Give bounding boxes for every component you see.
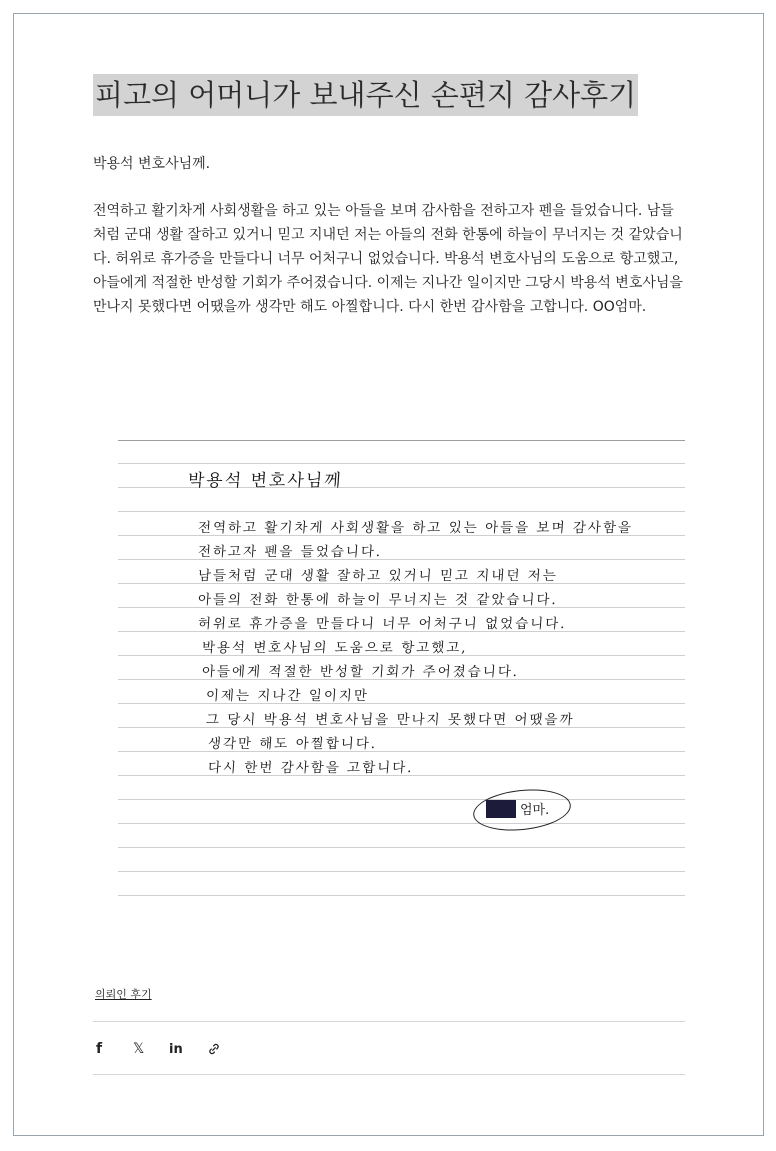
share-facebook-button[interactable] <box>93 1037 131 1061</box>
linkedin-icon: in <box>169 1041 183 1057</box>
letter-top-edge <box>118 440 685 441</box>
letter-line: 이제는 지나간 일이지만 <box>205 688 370 704</box>
facebook-icon: f <box>96 1041 103 1057</box>
post-title: 피고의 어머니가 보내주신 손편지 감사후기 <box>93 74 638 116</box>
post-body: 전역하고 활기차게 사회생활을 하고 있는 아들을 보며 감사함을 전하고자 펜을 들었습니다. 남들처럼 군대 생활 잘하고 있거니 믿고 지내던 저는 아들의 전화 한통에 하늘이 무너지는 것 같았습니다. 허위로 휴가증을 만들다니 너무 어처구니 없었습니다. 박용석 변호사님의 도움으로 항고했고, 아들에게 적절한 반성할 기회가 주어졌습니다. 이제는 지나간 일이지만 그당시 박용석 변호사님을 만나지 못했다면 어땠을까 생각만 해도 아찔합니다. 다시 한번 감사함을 고합니다. OO엄마. <box>93 203 683 315</box>
letter-line: 아들의 전화 한통에 하늘이 무너지는 것 같았습니다. <box>197 592 559 608</box>
letter-line: 다시 한번 감사함을 고합니다. <box>207 760 415 776</box>
letter-line: 그 당시 박용석 변호사님을 만나지 못했다면 어땠을까 <box>205 712 576 728</box>
share-bar <box>93 1037 245 1061</box>
letter-signature: 엄마. <box>520 803 550 818</box>
letter-line: 아들에게 적절한 반성할 기회가 주어졌습니다. <box>201 664 520 680</box>
letter-line: 남들처럼 군대 생활 잘하고 있거니 믿고 지내던 저는 <box>197 568 559 584</box>
divider-top <box>93 1021 685 1022</box>
category-link[interactable]: 의뢰인 후기 <box>95 988 152 1001</box>
link-icon <box>207 1042 221 1056</box>
share-x-button[interactable] <box>131 1037 169 1061</box>
letter-line: 허위로 휴가증을 만들다니 너무 어처구니 없었습니다. <box>197 616 568 632</box>
redacted-name-block <box>486 800 516 818</box>
letter-salutation: 박용석 변호사님께 <box>187 471 344 491</box>
divider-bottom <box>93 1074 685 1075</box>
post-greeting: 박용석 변호사님께. <box>93 156 211 172</box>
letter-line: 전역하고 활기차게 사회생활을 하고 있는 아들을 보며 감사함을 <box>197 520 634 536</box>
copy-link-button[interactable] <box>207 1037 245 1061</box>
handwritten-letter-image <box>118 440 685 910</box>
x-twitter-icon: 𝕏 <box>133 1041 145 1057</box>
letter-line: 전하고자 펜을 들었습니다. <box>197 544 383 560</box>
letter-line: 생각만 해도 아찔합니다. <box>207 736 378 752</box>
share-linkedin-button[interactable] <box>169 1037 207 1061</box>
letter-line: 박용석 변호사님의 도움으로 항고했고, <box>201 640 469 656</box>
